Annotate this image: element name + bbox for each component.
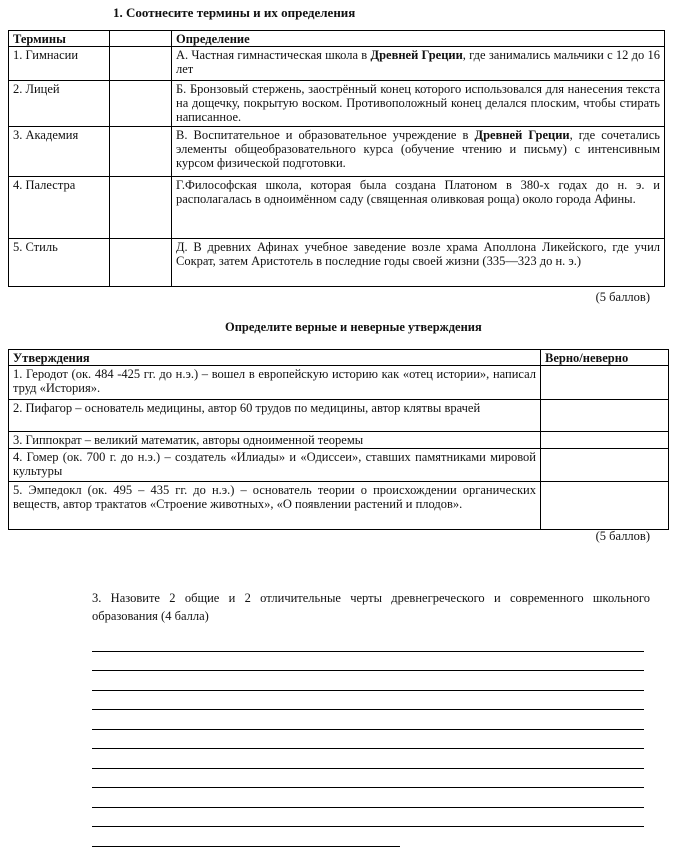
answer-line[interactable] bbox=[92, 788, 644, 808]
term-cell: 5. Стиль bbox=[9, 239, 110, 287]
definition-cell: Д. В древних Афинах учебное заведение возле храма Аполлона Ликейского, где учил Сократ, затем Аристотель в последние годы своей жизни (335—323 до н. э.) bbox=[172, 239, 665, 287]
term-cell: 4. Палестра bbox=[9, 177, 110, 239]
definition-cell: Б. Бронзовый стержень, заострённый конец которого использовался для нанесения текста на дощечку, покрытую воском. Противоположный конец делался плоским, чтобы стирать написанное. bbox=[172, 81, 665, 127]
statements-table bbox=[8, 349, 669, 530]
statement-cell: 4. Гомер (ок. 700 г. до н.э.) – создатель «Илиады» и «Одиссеи», ставших памятниками мировой культуры bbox=[9, 449, 541, 482]
statement-cell: 3. Гиппократ – великий математик, авторы одноименной теоремы bbox=[9, 432, 541, 449]
answer-header: Верно/неверно bbox=[541, 350, 669, 366]
definition-cell: А. Частная гимнастическая школа в Древней Греции, где занимались мальчики с 12 до 16 лет bbox=[172, 47, 665, 81]
verdict-cell[interactable] bbox=[541, 482, 669, 530]
answer-line[interactable] bbox=[92, 730, 644, 750]
answer-line[interactable] bbox=[92, 691, 644, 711]
answer-line[interactable] bbox=[92, 749, 644, 769]
answer-line[interactable] bbox=[92, 827, 400, 847]
definition-cell: В. Воспитательное и образовательное учреждение в Древней Греции, где сочетались элементы общеобразовательного курса (обучение чтению и письму) с интенсивным курсом физической подготовки. bbox=[172, 127, 665, 177]
answer-line[interactable] bbox=[92, 652, 644, 672]
statement-cell: 1. Геродот (ок. 484 -425 гг. до н.э.) – вошел в европейскую историю как «отец истории», написал труд «История». bbox=[9, 366, 541, 400]
task3-question: 3. Назовите 2 общие и 2 отличительные черты древнегреческого и современного школьного образования (4 балла) bbox=[92, 591, 650, 623]
statement-cell: 5. Эмпедокл (ок. 495 – 435 гг. до н.э.) – основатель теории о происхождении органических веществ, автор трактатов «Строение животных», «О появлении растений и плодов». bbox=[9, 482, 541, 530]
task2-title: Определите верные и неверные утверждения bbox=[225, 320, 482, 334]
answer-line[interactable] bbox=[92, 632, 644, 652]
answer-cell[interactable] bbox=[110, 177, 172, 239]
definition-header: Определение bbox=[172, 31, 665, 47]
verdict-cell[interactable] bbox=[541, 432, 669, 449]
term-cell: 3. Академия bbox=[9, 127, 110, 177]
verdict-cell[interactable] bbox=[541, 449, 669, 482]
blank-header bbox=[110, 31, 172, 47]
answer-cell[interactable] bbox=[110, 81, 172, 127]
answer-cell[interactable] bbox=[110, 127, 172, 177]
answer-line[interactable] bbox=[92, 710, 644, 730]
statement-cell: 2. Пифагор – основатель медицины, автор 60 трудов по медицины, автор клятвы врачей bbox=[9, 400, 541, 432]
answer-lines[interactable] bbox=[92, 632, 644, 847]
verdict-cell[interactable] bbox=[541, 400, 669, 432]
terms-table bbox=[8, 30, 665, 287]
answer-line[interactable] bbox=[92, 769, 644, 789]
term-cell: 1. Гимнасии bbox=[9, 47, 110, 81]
answer-line[interactable] bbox=[92, 808, 644, 828]
term-cell: 2. Лицей bbox=[9, 81, 110, 127]
task1-title: 1. Соотнесите термины и их определения bbox=[113, 5, 356, 20]
answer-cell[interactable] bbox=[110, 239, 172, 287]
answer-line[interactable] bbox=[92, 671, 644, 691]
terms-header: Термины bbox=[9, 31, 110, 47]
statements-header: Утверждения bbox=[9, 350, 541, 366]
task1-points: (5 баллов) bbox=[595, 290, 650, 304]
task2-points: (5 баллов) bbox=[595, 529, 650, 543]
definition-cell: Г.Философская школа, которая была создана Платоном в 380-х годах до н. э. и располагалась в одноимённом саду (священная оливковая роща) около города Афины. bbox=[172, 177, 665, 239]
verdict-cell[interactable] bbox=[541, 366, 669, 400]
answer-cell[interactable] bbox=[110, 47, 172, 81]
